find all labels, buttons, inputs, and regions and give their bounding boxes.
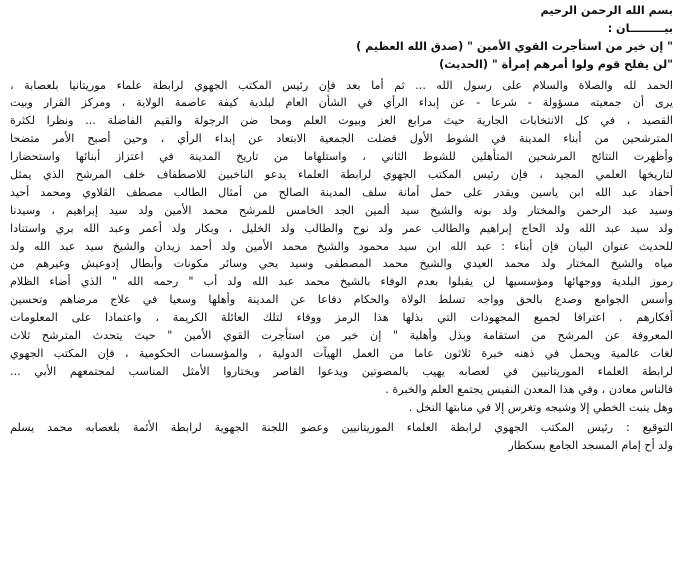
document-body (10, 2, 673, 455)
document-line: رموز البلدية ووجهائها ومؤسسيها لن يقبلوا بعدم الوفاء بالشيخ محمد عبد الله ولد أب " رحمه الله " الذي أضاء الظلام (10, 275, 673, 289)
document-line: للحديث عنوان البيان فإن أبناء : عبد الله ابن سيد محمود والشيخ محمد الأمين ولد أحمد زيدان والشيخ سيد عبد الله ولد (10, 239, 673, 253)
document-line: فالناس معادن ، وفي هذا المعدن النفيس يجتمع العلم والخبرة . (385, 382, 673, 396)
document-line: أحفاد عبد الله ابن ياسين ويقدر على حمل أمانة سلف المدينة الصالح من أمثال الطالب مصطف القلاوي ومحمد أحيد (10, 185, 673, 199)
document-line: ولد أح إمام المسجد الجامع بسكطار (508, 439, 673, 453)
document-line: التوقيع : رئيس المكتب الجهوي لرابطة العلماء الموريتانيين وعضو اللجنة الجهوية لرابطة الأئمة بلعصابه محمد يسلم (10, 421, 673, 435)
document-line: " إن خير من استأجرت القوي الأمين " (صدق الله العظيم ) (356, 39, 673, 53)
document-line: لغات عالمية ويحمل في ذهنه خبرة ثلاثون عاما من العمل الهيآت الدولية ، والمؤسسات الحكومية ، فإن المكتب الجهوي (10, 346, 673, 360)
document-line: وهل ينبت الخطي إلا وشيجه وتغرس إلا في منابتها النخل . (408, 400, 673, 414)
document-line: القصيد ، في كل الانتخابات الجارية حيث مرابع العز وبيوت العلم ومحا ضن الرجولة والقيم الفاضلة ... ونظرا لكثرة (10, 114, 673, 128)
document-line: المعروفة عن المرشح من استقامة وبذل وأهلية " إن خير من استأجرت القوي الأمين " حيث يتحدث المترشح ثلاث (10, 329, 673, 343)
document-line: لتاريخها العلمي المجيد ، فإن رئيس المكتب الجهوي لرابطة العلماء يدعو الناخبين للاصطفاف خلف المرشح الذي يمثل (10, 168, 673, 182)
document-line: الحمد لله والصلاة والسلام على رسول الله ... ثم أما بعد فإن رئيس المكتب الجهوي لرابطة علماء موريتانيا بلعصابة ، (10, 78, 673, 92)
document-line: وأظهرت النتائج المرشحين المتأهلين للشوط الثاني ، واستلهاما من تاريخ المدينة في اعتزاز أبنائها واستحضارا (10, 150, 673, 164)
document-line: ولد سيد عبد الله ولد الحاج إبراهيم والطالب عمر ولد نوح والطالب ولد الخليل ، وبكار ولد أعمر وعبد الله بري واستنادا (10, 221, 673, 235)
document-line: بسم الله الرحمن الرحيم (540, 4, 673, 17)
document-line: بيـــــــــان : (607, 21, 673, 35)
document-line: أفكارهم . اعترافا لجميع المجهودات التي بذلها هذا الرمز ووفاء لتلك العائلة الكريمة ، واعتمادا على المعلومات (10, 311, 673, 325)
document-line: مياه والشيخ المختار ولد محمد العيدي والشيخ محمد المصطفى وسيد يحي وسائر مكونات وأبطال إدوعيش وغيرهم من (10, 257, 673, 271)
document-line: "لن يفلح قوم ولوا أمرهم إمرأة " (الحديث) (439, 57, 673, 71)
document-line: يرى أن جمعيته مسؤولة - شرعا - عن إبداء الرأي في الشأن العام لبلدية كيفة عاصمة الولاية ، ومركز القرار وبيت (10, 96, 673, 110)
document-line: وسيد عبد الرحمن والمختار ولد بونه والشيخ سيد ألمين الجد الخامس للمرشح محمد الأمين ولد سيد إبراهيم ، وسيدنا (10, 203, 673, 217)
document-line: وأسس الجوامع وصدع بالحق وواجه تسلط الولاة والحكام دفاعا عن المدينة وأهلها وسعيا في علاج مرضاهم وتحسين (10, 293, 673, 307)
document-line: لرابطة العلماء الموريتانيين في لعصابه يهيب بالمصوتين ويدعوا القاصر ويختاروا الأمثل المناسب لمجتمعهم الأبي ... (10, 364, 673, 378)
document-line: المترشحين من أبناء المدينة في الشوط الأول فضلت الجمعية الابتعاد عن إبداء الرأي ، وحين أصبح الأمر متضحا (10, 132, 673, 146)
